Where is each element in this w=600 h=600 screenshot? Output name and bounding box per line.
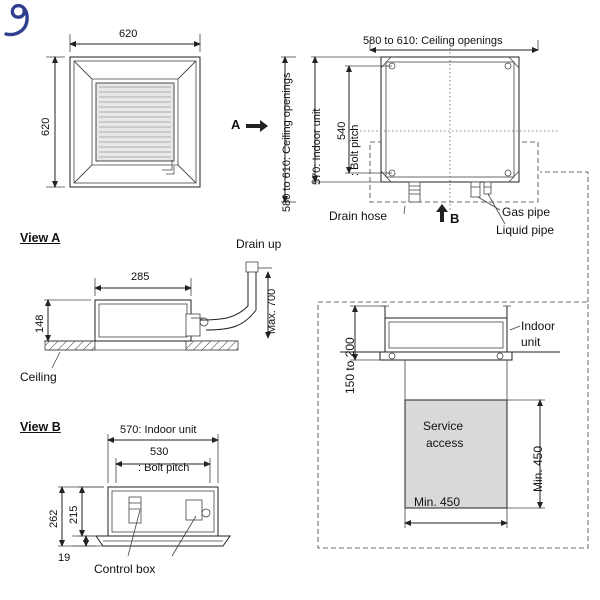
- arrow-a-label: A: [231, 117, 241, 132]
- top-left-unit-plan: [46, 34, 200, 187]
- arrow-a-marker: [246, 120, 268, 132]
- label-drain-up: Drain up: [236, 237, 282, 251]
- view-a-title: View A: [20, 231, 61, 245]
- label-liquid-pipe: Liquid pipe: [496, 223, 555, 237]
- dim-ceiling-openings-top: 580 to 610: Ceiling openings: [363, 35, 503, 47]
- dim-max-700: Max. 700: [266, 288, 278, 334]
- label-indoor-unit-line2: unit: [521, 335, 541, 349]
- label-gas-pipe: Gas pipe: [502, 205, 551, 219]
- dim-ceiling-openings-left: 580 to 610: Ceiling openings: [281, 72, 293, 212]
- label-drain-hose: Drain hose: [329, 209, 388, 223]
- dim-view-a-285: 285: [131, 271, 150, 283]
- dim-view-b-bolt-pitch-line1: 530: [150, 446, 169, 458]
- label-service-access-line2: access: [426, 436, 464, 450]
- brand-logo-icon: [0, 0, 34, 40]
- label-control-box: Control box: [94, 562, 156, 576]
- dim-min-450-side: Min. 450: [531, 445, 545, 492]
- dim-view-b-19: 19: [58, 552, 71, 564]
- dim-view-b-215: 215: [68, 505, 80, 524]
- dim-150-to-200: 150 to 200: [343, 337, 357, 394]
- dim-indoor-unit-top: 570: Indoor unit: [311, 108, 323, 185]
- dim-top-left-height: 620: [40, 117, 52, 136]
- view-a-section: [44, 262, 272, 368]
- label-ceiling: Ceiling: [20, 370, 57, 384]
- dim-top-left-width: 620: [119, 28, 138, 40]
- dim-view-b-262: 262: [48, 509, 60, 528]
- label-service-access-line1: Service: [423, 419, 464, 433]
- view-b-title: View B: [20, 420, 61, 434]
- view-b-section: [58, 434, 230, 556]
- dim-view-b-bolt-pitch-line2: : Bolt pitch: [138, 462, 190, 474]
- dim-bolt-pitch-line1: 540: [336, 121, 348, 140]
- dim-min-450-bottom: Min. 450: [414, 495, 461, 509]
- label-indoor-unit-line1: Indoor: [521, 319, 556, 333]
- dim-bolt-pitch-line2: : Bolt pitch: [349, 124, 361, 176]
- dim-view-a-148: 148: [34, 314, 46, 333]
- dim-view-b-indoor-unit: 570: Indoor unit: [120, 424, 197, 436]
- arrow-b-label: B: [450, 211, 460, 226]
